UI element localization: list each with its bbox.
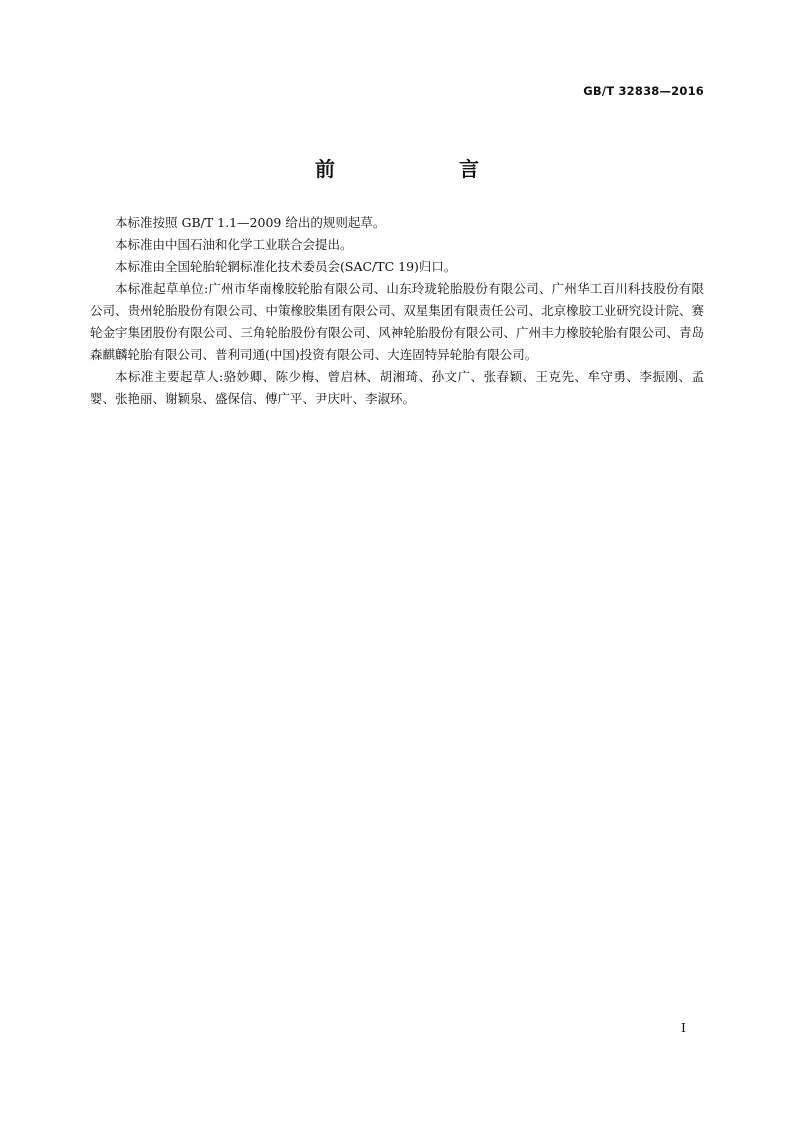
standard-code-header: GB/T 32838—2016 <box>583 84 704 98</box>
page-title: 前 言 <box>315 157 531 181</box>
paragraph-proposer: 本标准由中国石油和化学工业联合会提出。 <box>115 237 353 252</box>
paragraph-drafting-organizations: 本标准起草单位:广州市华南橡胶轮胎有限公司、山东玲珑轮胎股份有限公司、广州华工百川科技股份有限公司、贵州轮胎股份有限公司、中策橡胶集团有限公司、双星集团有限责任公司、北京橡胶工业研究设计院、赛轮金宇集团股份有限公司、三角轮胎股份有限公司、风神轮胎股份有限公司、广州丰力橡胶轮胎有限公司、青岛森麒麟轮胎有限公司、普利司通(中国)投资有限公司、大连固特异轮胎有限公司。 <box>90 281 704 362</box>
paragraph-drafters: 本标准主要起草人:骆妙卿、陈少梅、曾启林、胡湘琦、孙文广、张春颖、王克先、牟守勇、李振刚、孟婴、张艳丽、谢颖泉、盛保信、傅广平、尹庆叶、李淑环。 <box>90 369 704 406</box>
paragraph-technical-committee: 本标准由全国轮胎轮辋标准化技术委员会(SAC/TC 19)归口。 <box>115 259 457 274</box>
paragraph-drafting-rules: 本标准按照 GB/T 1.1—2009 给出的规则起草。 <box>115 215 386 230</box>
page-number: I <box>681 1020 686 1035</box>
foreword-body <box>90 212 704 410</box>
